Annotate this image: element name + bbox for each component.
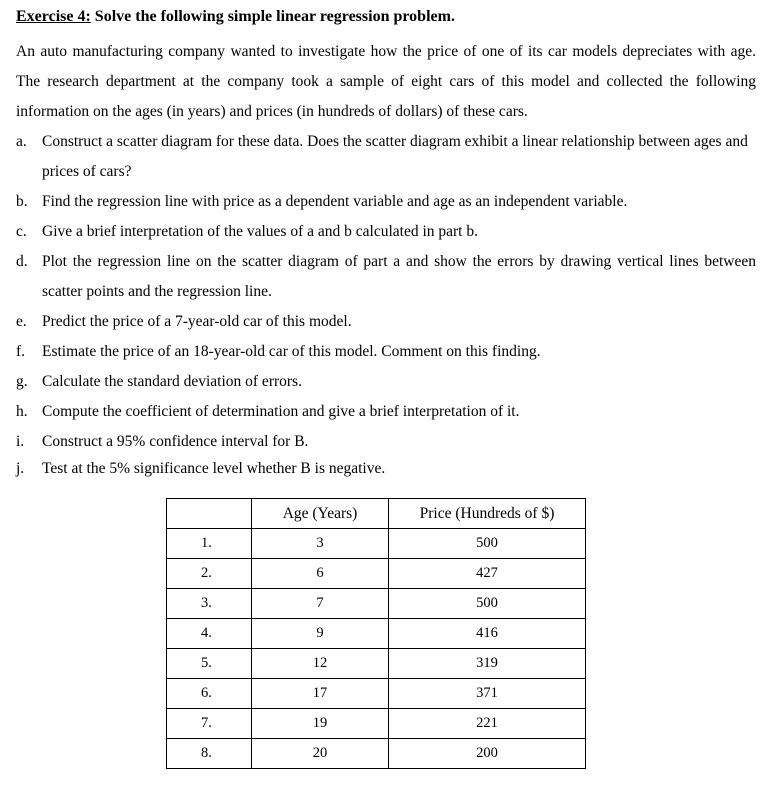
- age-cell: 6: [252, 559, 389, 589]
- question-text: Estimate the price of an 18-year-old car of this model. Comment on this finding.: [42, 343, 541, 360]
- header-age: Age (Years): [252, 499, 389, 529]
- price-cell: 416: [389, 619, 586, 649]
- question-a: [16, 127, 756, 187]
- question-g: [16, 367, 756, 397]
- question-letter: f.: [16, 343, 26, 360]
- question-letter: b.: [16, 193, 28, 210]
- problem-intro: An auto manufacturing company wanted to investigate how the price of one of its car models depreciates with age. The research department at the company took a sample of eight cars of this model and collected the following information on the ages (in years) and prices (in hundreds of dollars) of these cars.: [16, 43, 756, 120]
- question-h: [16, 397, 756, 427]
- price-cell: 200: [389, 739, 586, 769]
- question-letter: g.: [16, 373, 28, 390]
- table-row: [167, 649, 586, 679]
- age-cell: 19: [252, 709, 389, 739]
- question-text: Test at the 5% significance level whether B is negative.: [42, 460, 386, 477]
- price-cell: 500: [389, 529, 586, 559]
- row-index: 6.: [167, 679, 252, 709]
- table-row: [167, 619, 586, 649]
- age-cell: 12: [252, 649, 389, 679]
- table-row: [167, 529, 586, 559]
- row-index: 3.: [167, 589, 252, 619]
- question-text: Plot the regression line on the scatter diagram of part a and show the errors by drawing vertical lines between scatter points and the regression line.: [42, 253, 756, 300]
- question-d: [16, 247, 756, 307]
- age-cell: 17: [252, 679, 389, 709]
- question-letter: h.: [16, 403, 28, 420]
- row-index: 5.: [167, 649, 252, 679]
- age-cell: 7: [252, 589, 389, 619]
- price-cell: 500: [389, 589, 586, 619]
- question-text: Calculate the standard deviation of errors.: [42, 373, 302, 390]
- header-index: [167, 499, 252, 529]
- question-text: Construct a 95% confidence interval for B.: [42, 433, 309, 450]
- price-cell: 319: [389, 649, 586, 679]
- age-price-table: [166, 498, 586, 769]
- question-text: Predict the price of a 7-year-old car of this model.: [42, 313, 352, 330]
- price-cell: 221: [389, 709, 586, 739]
- row-index: 7.: [167, 709, 252, 739]
- age-cell: 9: [252, 619, 389, 649]
- row-index: 4.: [167, 619, 252, 649]
- question-letter: e.: [16, 313, 27, 330]
- exercise-heading: [16, 8, 455, 26]
- question-letter: j.: [16, 460, 25, 477]
- question-i: [16, 427, 756, 457]
- question-letter: a.: [16, 133, 27, 150]
- price-cell: 427: [389, 559, 586, 589]
- question-text: Compute the coefficient of determination and give a brief interpretation of it.: [42, 403, 520, 420]
- row-index: 1.: [167, 529, 252, 559]
- question-c: [16, 217, 756, 247]
- question-b: [16, 187, 756, 217]
- header-price: Price (Hundreds of $): [389, 499, 586, 529]
- table-row: [167, 589, 586, 619]
- row-index: 8.: [167, 739, 252, 769]
- question-text: Find the regression line with price as a dependent variable and age as an independent variable.: [42, 193, 628, 210]
- question-letter: i.: [16, 433, 25, 450]
- question-letter: d.: [16, 253, 28, 270]
- table-row: [167, 559, 586, 589]
- question-text: Give a brief interpretation of the values of a and b calculated in part b.: [42, 223, 478, 240]
- price-cell: 371: [389, 679, 586, 709]
- age-cell: 3: [252, 529, 389, 559]
- table-row: [167, 709, 586, 739]
- question-text: Construct a scatter diagram for these data. Does the scatter diagram exhibit a linear relationship between ages and prices of cars?: [42, 133, 748, 180]
- question-letter: c.: [16, 223, 27, 240]
- question-j: [16, 454, 756, 484]
- table-row: [167, 679, 586, 709]
- age-cell: 20: [252, 739, 389, 769]
- row-index: 2.: [167, 559, 252, 589]
- exercise-title: Solve the following simple linear regression problem.: [90, 8, 455, 25]
- table-row: [167, 739, 586, 769]
- table-header-row: [167, 499, 586, 529]
- exercise-number: Exercise 4:: [16, 8, 91, 25]
- question-f: [16, 337, 756, 367]
- question-e: [16, 307, 756, 337]
